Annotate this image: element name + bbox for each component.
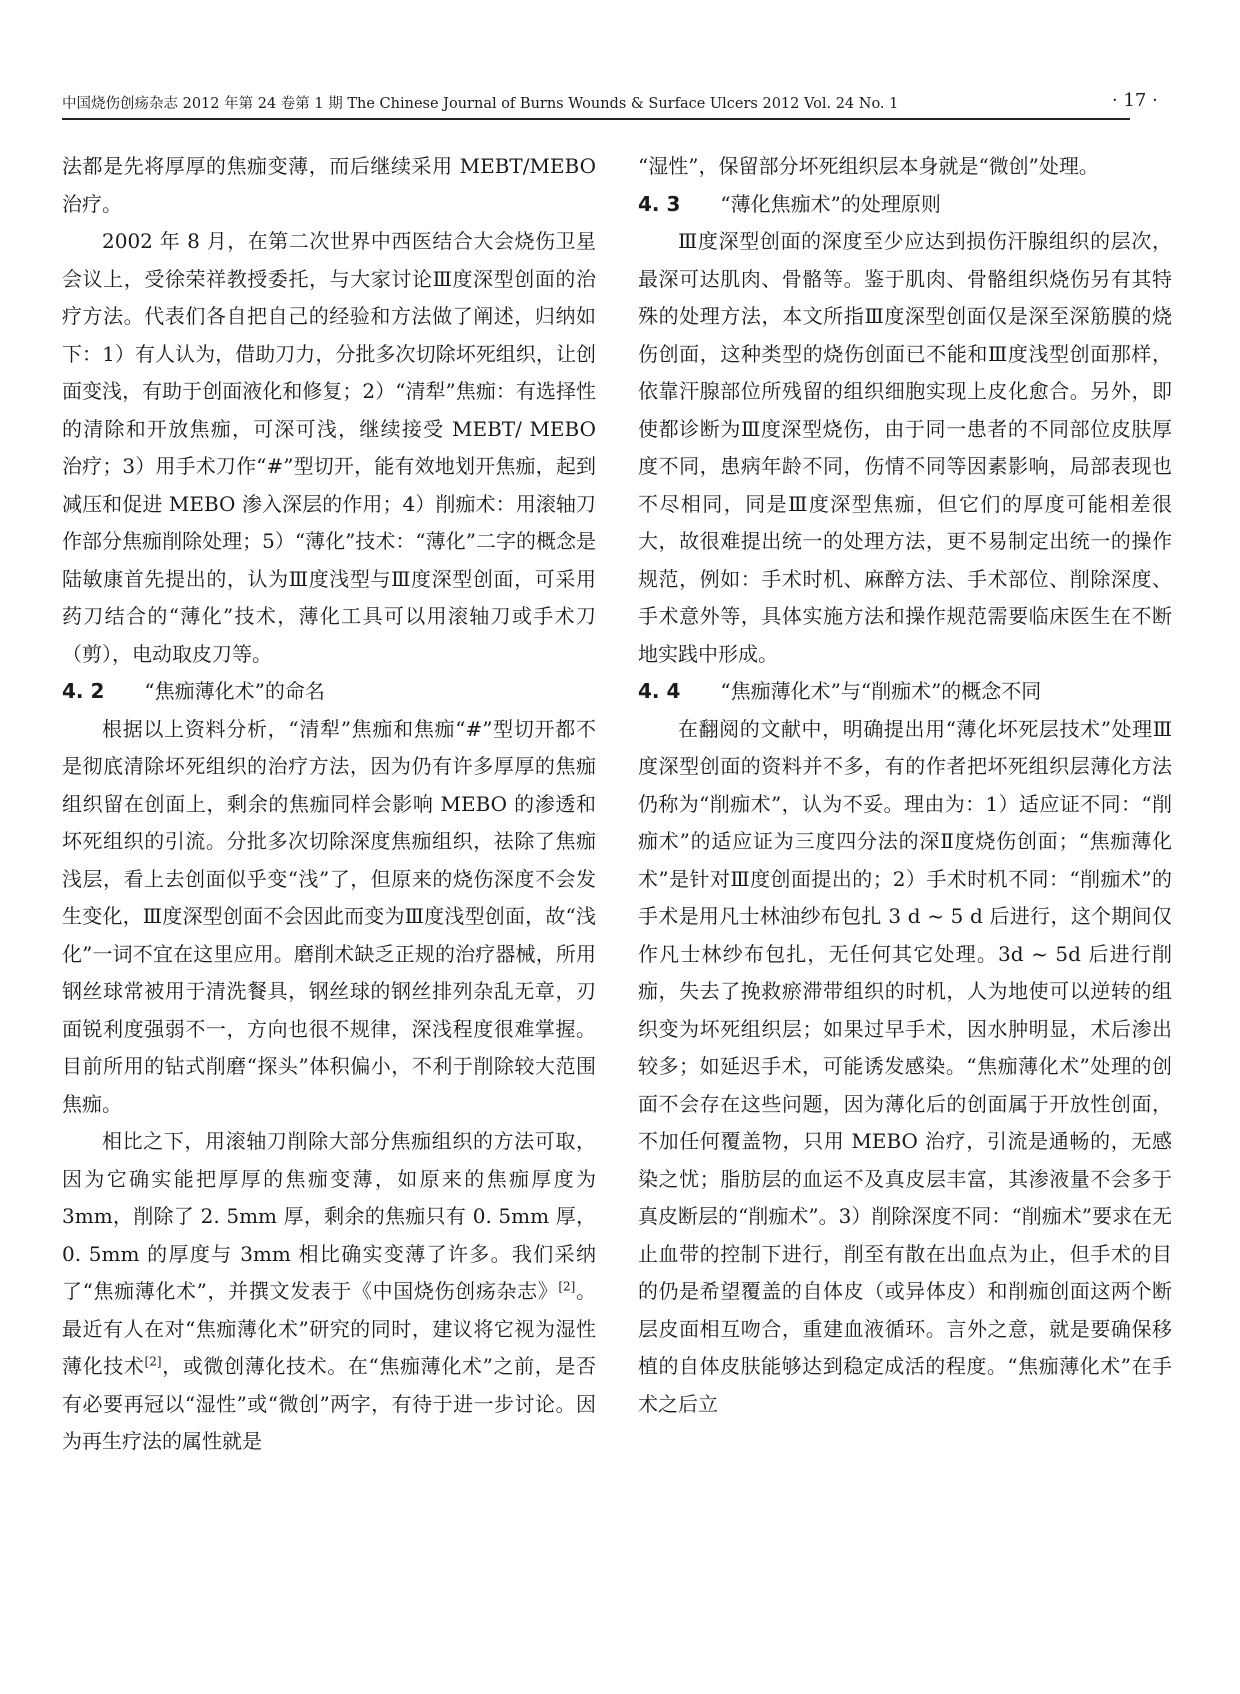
text-run: ，或微创薄化技术。在“焦痂薄化术”之前，是否有必要再冠以“湿性”或“微创”两字，有待于进一步讨论。因为再生疗法的属性就是: [62, 1354, 596, 1453]
page-number: · 17 ·: [1112, 90, 1158, 111]
section-title: “薄化焦痂术”的处理原则: [720, 191, 941, 216]
running-header: 中国烧伤创疡杂志 2012 年第 24 卷第 1 期 The Chinese Journal of Burns Wounds & Surface Ulcers 2012 Vol. 24 No. 1: [62, 96, 899, 112]
paragraph: 在翻阅的文献中，明确提出用“薄化坏死层技术”处理Ⅲ度深型创面的资料并不多，有的作者把坏死组织层薄化方法仍称为“削痂术”，认为不妥。理由为：1）适应证不同：“削痂术”的适应证为三度四分法的深Ⅱ度烧伤创面；“焦痂薄化术”是针对Ⅲ度创面提出的；2）手术时机不同：“削痂术”的手术是用凡士林油纱布包扎 3 d ~ 5 d 后进行，这个期间仅作凡士林纱布包扎，无任何其它处理。3d ~ 5d 后进行削痂，失去了挽救瘀滞带组织的时机，人为地使可以逆转的组织变为坏死组织层；如果过早手术，因水肿明显，术后渗出较多；如延迟手术，可能诱发感染。“焦痂薄化术”处理的创面不会存在这些问题，因为薄化后的创面属于开放性创面，不加任何覆盖物，只用 MEBO 治疗，引流是通畅的，无感染之忧；脂肪层的血运不及真皮层丰富，其渗液量不会多于真皮断层的“削痂术”。3）削除深度不同：“削痂术”要求在无止血带的控制下进行，削至有散在出血点为止，但手术的目的仍是希望覆盖的自体皮（或异体皮）和削痂创面这两个断层皮面相互吻合，重建血液循环。言外之意，就是要确保移植的自体皮肤能够达到稳定成活的程度。“焦痂薄化术”在手术之后立: [638, 716, 1172, 1416]
section-number: 4. 3: [638, 191, 681, 216]
paragraph: “湿性”，保留部分坏死组织层本身就是“微创”处理。: [638, 154, 1099, 178]
section-number: 4. 4: [638, 679, 681, 703]
section-heading-4-3: [638, 186, 1172, 224]
paragraph: 根据以上资料分析，“清犁”焦痂和焦痂“#”型切开都不是彻底清除坏死组织的治疗方法，因为仍有许多厚厚的焦痂组织留在创面上，剩余的焦痂同样会影响 MEBO 的渗透和坏死组织的引流。分批多次切除深度焦痂组织，祛除了焦痂浅层，看上去创面似乎变“浅”了，但原来的烧伤深度不会发生变化，Ⅲ度深型创面不会因此而变为Ⅲ度浅型创面，故“浅化”一词不宜在这里应用。磨削术缺乏正规的治疗器械，所用钢丝球常被用于清洗餐具，钢丝球的钢丝排列杂乱无章，刃面锐利度强弱不一，方向也很不规律，深浅程度很难掌握。目前所用的钻式削磨“探头”体积偏小，不利于削除较大范围焦痂。: [62, 716, 596, 1116]
paragraph: 2002 年 8 月，在第二次世界中西医结合大会烧伤卫星会议上，受徐荣祥教授委托，与大家讨论Ⅲ度深型创面的治疗方法。代表们各自把自己的经验和方法做了阐述，归纳如下：1）有人认为，借助刀力，分批多次切除坏死组织，让创面变浅，有助于创面液化和修复；2）“清犁”焦痂：有选择性的清除和开放焦痂，可深可浅，继续接受 MEBT/ MEBO 治疗；3）用手术刀作“#”型切开，能有效地划开焦痂，起到减压和促进 MEBO 渗入深层的作用；4）削痂术：用滚轴刀作部分焦痂削除处理；5）“薄化”技术：“薄化”二字的概念是陆敏康首先提出的，认为Ⅲ度浅型与Ⅲ度深型创面，可采用药刀结合的“薄化”技术，薄化工具可以用滚轴刀或手术刀（剪），电动取皮刀等。: [62, 229, 596, 666]
text-run: 相比之下，用滚轴刀削除大部分焦痂组织的方法可取，因为它确实能把厚厚的焦痂变薄，如原来的焦痂厚度为 3mm，削除了 2. 5mm 厚，剩余的焦痂只有 0. 5mm 厚，0. 5mm 的厚度与 3mm 相比确实变薄了许多。我们采纳了“焦痂薄化术”，并撰文发表于《中国烧伤创疡杂志》: [62, 1129, 596, 1303]
citation: [2]: [144, 1354, 162, 1369]
section-heading-4-4: [638, 673, 1172, 711]
section-title: “焦痂薄化术”与“削痂术”的概念不同: [720, 679, 1042, 703]
text-run: 。最近有人在对“焦痂薄化术”研究的同时，建议将它视为湿性薄化技术: [62, 1279, 596, 1378]
paragraph: [62, 1123, 596, 1461]
paragraph: 法都是先将厚厚的焦痂变薄，而后继续采用 MEBT/MEBO 治疗。: [62, 154, 596, 216]
right-column: [638, 148, 1172, 1423]
citation: [2]: [558, 1279, 576, 1294]
header-rule: [62, 118, 1130, 120]
section-title: “焦痂薄化术”的命名: [144, 679, 325, 703]
paragraph: Ⅲ度深型创面的深度至少应达到损伤汗腺组织的层次，最深可达肌肉、骨骼等。鉴于肌肉、骨骼组织烧伤另有其特殊的处理方法，本文所指Ⅲ度深型创面仅是深至深筋膜的烧伤创面，这种类型的烧伤创面已不能和Ⅲ度浅型创面那样，依靠汗腺部位所残留的组织细胞实现上皮化愈合。另外，即使都诊断为Ⅲ度深型烧伤，由于同一患者的不同部位皮肤厚度不同，患病年龄不同，伤情不同等因素影响，局部表现也不尽相同，同是Ⅲ度深型焦痂，但它们的厚度可能相差很大，故很难提出统一的处理方法，更不易制定出统一的操作规范，例如：手术时机、麻醉方法、手术部位、削除深度、手术意外等，具体实施方法和操作规范需要临床医生在不断地实践中形成。: [638, 229, 1172, 666]
section-heading-4-2: [62, 673, 596, 711]
left-column: [62, 148, 596, 1461]
section-number: 4. 2: [62, 679, 105, 703]
